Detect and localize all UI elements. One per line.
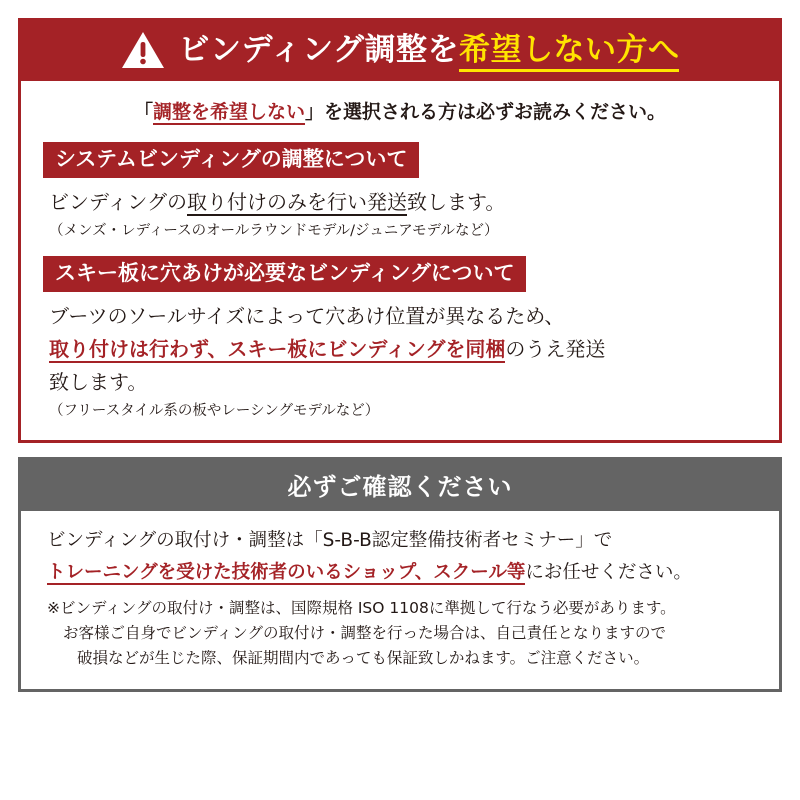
- section-body-line-1: ブーツのソールサイズによって穴あけ位置が異なるため、: [49, 303, 565, 328]
- card-body: [21, 81, 779, 440]
- confirmation-header: 必ずご確認ください: [21, 460, 779, 511]
- lead-red: 調整を希望しない: [152, 101, 305, 123]
- section-heading: スキー板に穴あけが必要なビンディングについて: [43, 256, 526, 292]
- confirmation-line-2: [47, 559, 753, 587]
- section-drilling-binding: [43, 256, 757, 422]
- confirmation-note-line-1: ※ビンディングの取付け・調整は、国際規格 ISO 1108に準拠して行なう必要があります。: [47, 599, 676, 618]
- section-body-line-2: [43, 335, 757, 364]
- card-header-title: [179, 33, 680, 67]
- card-header: [21, 21, 779, 81]
- section-note: （メンズ・レディースのオールラウンドモデル/ジュニアモデルなど）: [49, 222, 499, 239]
- lead-post: 」を選択される方は必ずお読みください。: [305, 101, 667, 123]
- card-header-title-highlight: 希望しない方へ: [459, 32, 680, 72]
- section-body-line-3: 致します。: [49, 369, 148, 394]
- confirmation-body: [21, 511, 779, 689]
- binding-adjustment-notice-card: [18, 18, 782, 443]
- body-underline: 取り付けのみを行い発送: [187, 189, 407, 214]
- body-red: 取り付けは行わず、スキー板にビンディングを同梱: [49, 336, 506, 361]
- card-header-title-plain: ビンディング調整を: [178, 31, 459, 68]
- confirmation-note-line-3: 破損などが生じた際、保証期間内であっても保証致しかねます。ご注意ください。: [77, 649, 650, 667]
- body-post: のうえ発送: [505, 336, 606, 361]
- section-heading: システムビンディングの調整について: [43, 142, 419, 178]
- confirmation-line-2-red: トレーニングを受けた技術者のいるショップ、スクール等: [47, 561, 526, 583]
- lead-text: [43, 99, 757, 126]
- confirmation-line-2-post: にお任せください。: [525, 561, 692, 583]
- body-pre: ビンディングの: [49, 189, 187, 214]
- section-system-binding: [43, 142, 757, 242]
- body-post: 致します。: [407, 189, 506, 214]
- confirmation-line-1: ビンディングの取付け・調整は「S-B-B認定整備技術者セミナー」で: [47, 529, 613, 551]
- confirmation-notice-card: [18, 457, 782, 692]
- section-body-line: [43, 188, 757, 217]
- lead-pre: 「: [133, 101, 153, 123]
- confirmation-note-line-2: お客様ご自身でビンディングの取付け・調整を行った場合は、自己責任となりますので: [63, 624, 666, 643]
- section-note: （フリースタイル系の板やレーシングモデルなど）: [49, 402, 380, 419]
- warning-triangle-icon: [121, 30, 165, 70]
- confirmation-note: [47, 596, 753, 670]
